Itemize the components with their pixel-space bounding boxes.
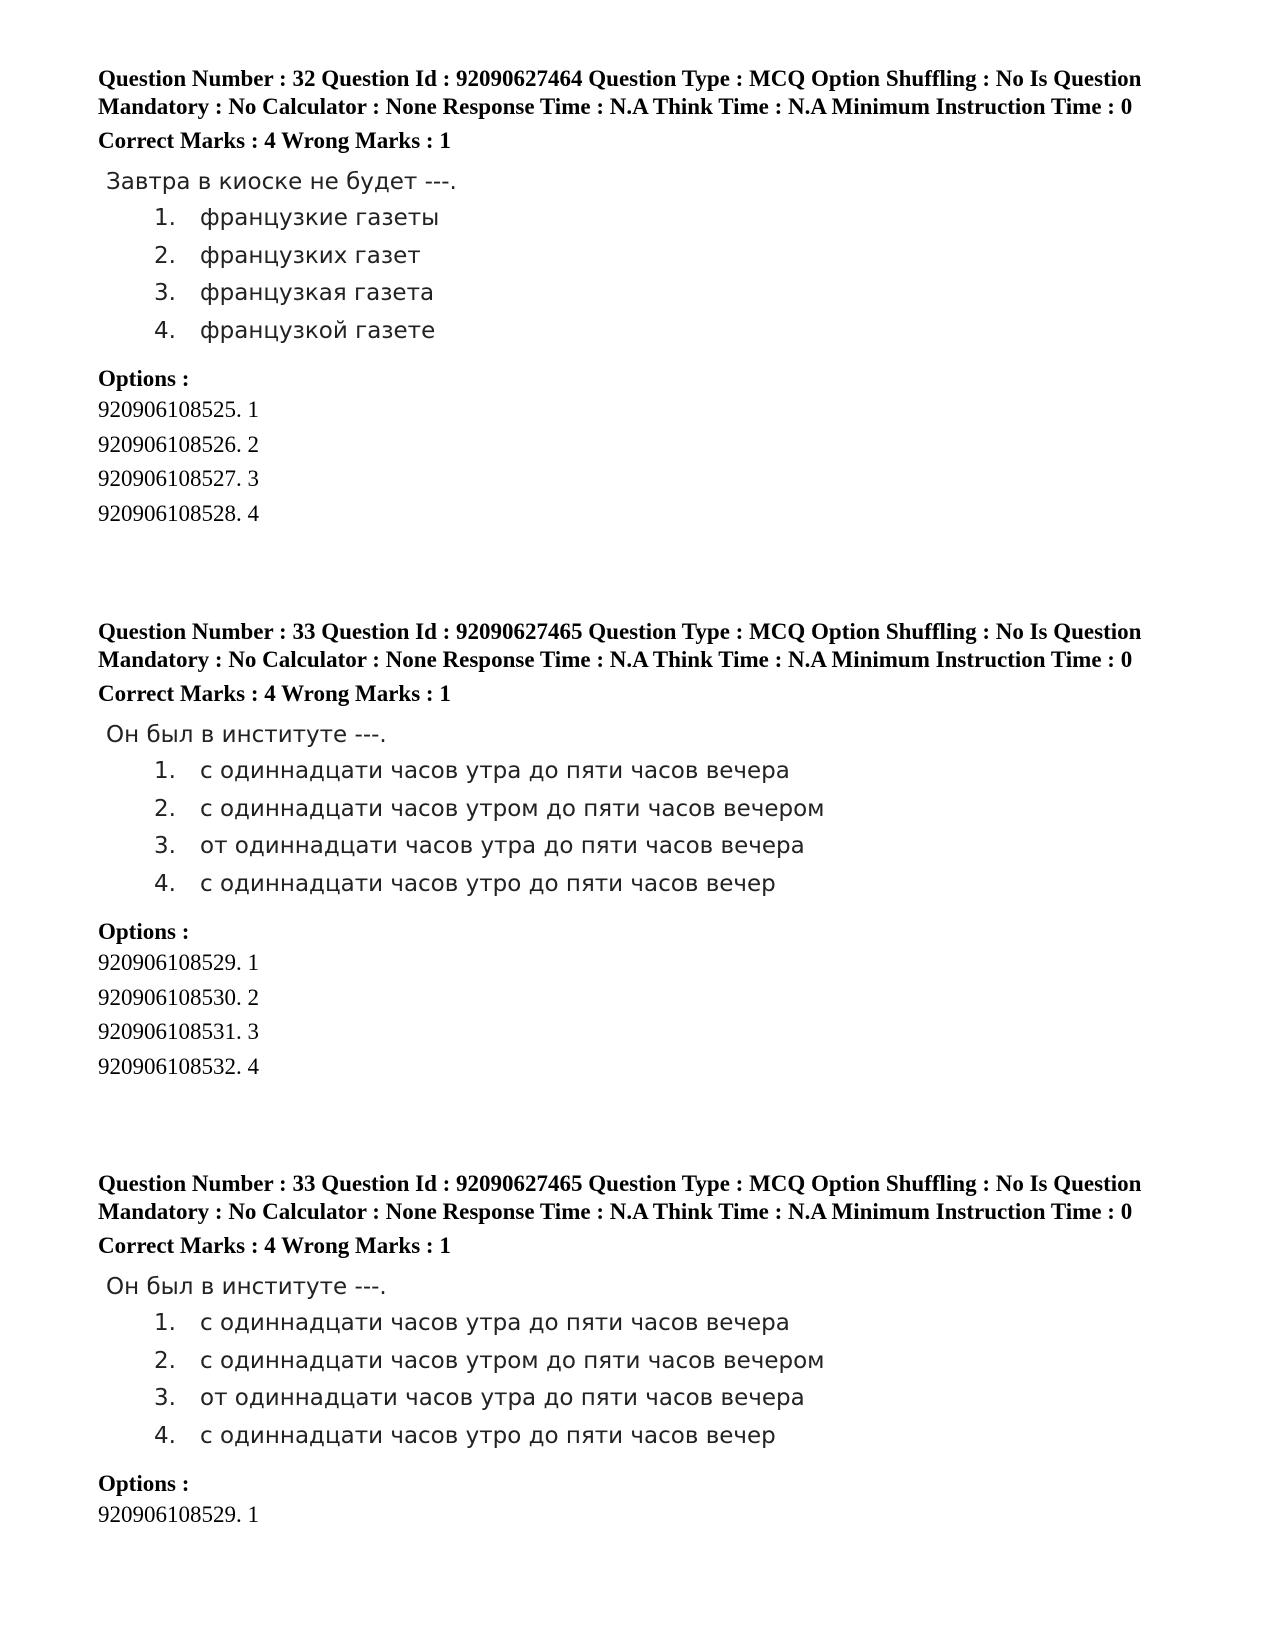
choice-item <box>106 792 1188 830</box>
choice-item <box>106 829 1188 867</box>
question-block <box>98 65 1188 531</box>
choice-item <box>106 1381 1188 1419</box>
choice-number: 1. <box>154 758 176 784</box>
option-item: 920906108530. 2 <box>98 984 259 1010</box>
choice-text: с одиннадцати часов утра до пяти часов вечера <box>200 1310 790 1336</box>
options-label: Options : <box>98 919 190 944</box>
choice-number: 2. <box>154 242 176 269</box>
choice-text: от одиннадцати часов утра до пяти часов вечера <box>200 1385 805 1411</box>
question-marks: Correct Marks : 4 Wrong Marks : 1 <box>98 128 451 153</box>
choice-item <box>106 201 1188 239</box>
choice-number: 1. <box>154 205 176 231</box>
option-item: 920906108529. 1 <box>98 950 259 975</box>
question-marks: Correct Marks : 4 Wrong Marks : 1 <box>98 1233 451 1258</box>
choice-text: французкие газеты <box>200 205 440 231</box>
choice-number: 2. <box>154 795 176 822</box>
choice-number: 2. <box>154 1347 176 1374</box>
question-meta: Question Number : 32 Question Id : 92090627464 Question Type : MCQ Option Shuffling : No Is Question Mandatory : No Calculator : None Response Time : N.A Think Time : N.A Minimum Instruction Time : 0 <box>98 66 1142 119</box>
option-item: 920906108527. 3 <box>98 466 259 491</box>
choice-text: с одиннадцати часов утра до пяти часов вечера <box>200 758 790 784</box>
choice-text: с одиннадцати часов утро до пяти часов вечер <box>200 1422 776 1449</box>
choice-item <box>106 754 1188 792</box>
question-content <box>106 718 1188 904</box>
choice-item <box>106 867 1188 905</box>
choice-text: французкой газете <box>200 317 436 344</box>
question-block <box>98 618 1188 1084</box>
option-item: 920906108528. 4 <box>98 500 259 526</box>
option-item: 920906108531. 3 <box>98 1019 259 1044</box>
question-marks: Correct Marks : 4 Wrong Marks : 1 <box>98 681 451 706</box>
option-item: 920906108526. 2 <box>98 431 259 457</box>
option-item: 920906108532. 4 <box>98 1053 259 1079</box>
choice-number: 4. <box>154 1422 176 1449</box>
choice-text: с одиннадцати часов утро до пяти часов вечер <box>200 870 776 897</box>
choice-item <box>106 239 1188 277</box>
question-meta: Question Number : 33 Question Id : 92090627465 Question Type : MCQ Option Shuffling : No Is Question Mandatory : No Calculator : None Response Time : N.A Think Time : N.A Minimum Instruction Time : 0 <box>98 619 1142 672</box>
options-label: Options : <box>98 1471 190 1496</box>
choice-number: 3. <box>154 1385 176 1411</box>
options-label: Options : <box>98 366 190 391</box>
choice-item <box>106 1344 1188 1382</box>
question-content <box>106 1270 1188 1456</box>
choice-number: 3. <box>154 280 176 306</box>
question-meta: Question Number : 33 Question Id : 92090627465 Question Type : MCQ Option Shuffling : No Is Question Mandatory : No Calculator : None Response Time : N.A Think Time : N.A Minimum Instruction Time : 0 <box>98 1171 1142 1224</box>
choice-number: 4. <box>154 870 176 897</box>
choice-number: 3. <box>154 833 176 859</box>
choice-item <box>106 1419 1188 1457</box>
choice-number: 1. <box>154 1310 176 1336</box>
choice-item <box>106 314 1188 352</box>
option-item: 920906108529. 1 <box>98 1502 259 1527</box>
choice-text: с одиннадцати часов утром до пяти часов вечером <box>200 795 825 822</box>
question-stem: Завтра в киоске не будет ---. <box>106 169 457 195</box>
choice-text: от одиннадцати часов утра до пяти часов вечера <box>200 833 805 859</box>
choice-item <box>106 1306 1188 1344</box>
option-item: 920906108525. 1 <box>98 397 259 422</box>
question-content <box>106 165 1188 351</box>
choice-text: с одиннадцати часов утром до пяти часов вечером <box>200 1347 825 1374</box>
question-stem: Он был в институте ---. <box>106 1274 387 1300</box>
question-block <box>98 1170 1188 1533</box>
choice-number: 4. <box>154 317 176 344</box>
choice-text: французких газет <box>200 242 421 269</box>
choice-item <box>106 276 1188 314</box>
question-stem: Он был в институте ---. <box>106 722 387 748</box>
choice-text: французкая газета <box>200 280 435 306</box>
